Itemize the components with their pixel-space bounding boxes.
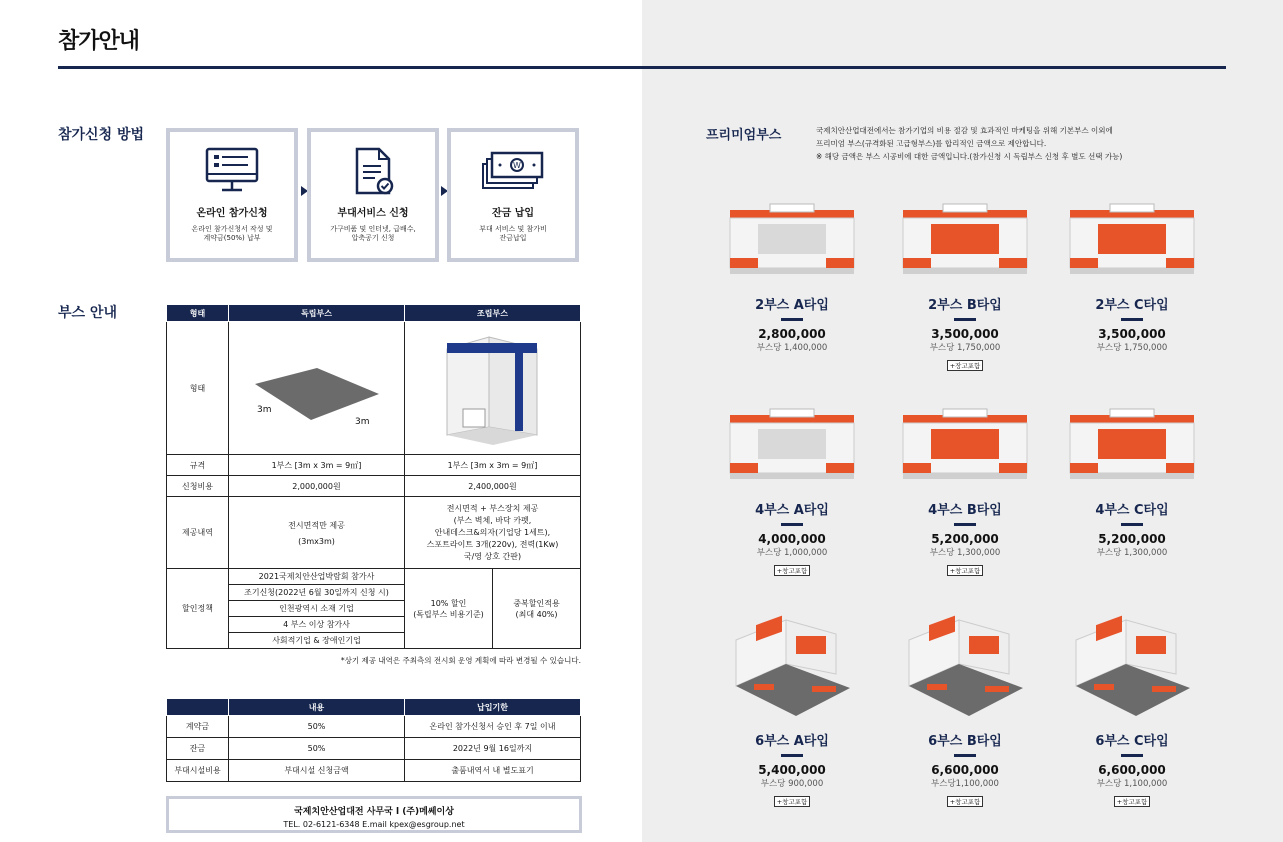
booth-price: 5,200,000	[931, 532, 999, 546]
booth-price: 3,500,000	[931, 327, 999, 341]
per-booth-price: 부스당 900,000	[760, 779, 824, 789]
premium-desc: 국제치안산업대전에서는 참가기업의 비용 절감 및 효과적인 마케팅을 위해 기본부스 이외에 프리미엄 부스(규격화된 고급형부스)를 합리적인 금액으로 제안합니다. ※ 해당 금액은 부스 시공비에 대한 금액입니다.(참가신청 시 독립부스 신청 후 별도 선택 가능)	[816, 126, 1123, 161]
booth-render-image	[1066, 600, 1198, 720]
per-booth-price: 부스당 1,750,000	[929, 343, 1001, 353]
booth-type-name: 2부스 A타입	[755, 298, 829, 313]
premium-title: 프리미엄부스	[706, 128, 782, 143]
payment-table	[166, 698, 581, 782]
title-divider	[58, 66, 1226, 69]
per-booth-price: 부스당 1,100,000	[1096, 779, 1168, 789]
premium-booth-card	[890, 405, 1040, 577]
premium-booth-card	[890, 200, 1040, 372]
discount-item: 4 부스 이상 참가사	[229, 617, 405, 633]
floor-area-illustration	[237, 332, 397, 442]
storage-included-badge: +장고포함	[947, 360, 984, 371]
booth-render-image	[899, 200, 1031, 280]
booth-render-image	[899, 600, 1031, 720]
row-label: 신청비용	[167, 476, 229, 497]
assembled-booth-illustration	[433, 327, 553, 447]
table-cell: 2,400,000원	[405, 476, 581, 497]
table-cell: 부대시설 신청금액	[229, 760, 405, 782]
step-desc: 부대 서비스 및 참가비 잔금납입	[479, 225, 547, 242]
row-label: 부대시설비용	[167, 760, 229, 782]
table-cell: 2022년 9월 16일까지	[405, 738, 581, 760]
svg-text:3m: 3m	[256, 405, 271, 415]
contact-box	[166, 796, 582, 833]
table-header: 독립부스	[229, 305, 405, 322]
name-underline	[781, 754, 803, 757]
monitor-icon	[204, 146, 260, 196]
discount-item: 2021국제치안산업박람회 참가사	[229, 569, 405, 585]
table-cell: 2,000,000원	[229, 476, 405, 497]
booth-price: 5,400,000	[758, 763, 826, 777]
discount-rate: 10% 할인 (독립부스 비용기준)	[405, 569, 493, 649]
per-booth-price: 부스당 1,300,000	[1096, 548, 1168, 558]
booth-price: 4,000,000	[758, 532, 826, 546]
booth-render-image	[1066, 200, 1198, 280]
row-label: 할인정책	[167, 569, 229, 649]
booth-render-image	[726, 405, 858, 485]
storage-included-badge: +창고포함	[947, 796, 984, 807]
per-booth-price: 부스당 1,000,000	[756, 548, 828, 558]
row-label: 계약금	[167, 716, 229, 738]
table-header	[167, 699, 229, 716]
step-title: 부대서비스 신청	[337, 208, 409, 219]
table-cell: 1부스 [3m x 3m = 9㎡]	[229, 455, 405, 476]
discount-item: 사회적기업 & 장애인기업	[229, 633, 405, 649]
table-cell: 출품내역서 내 별도표기	[405, 760, 581, 782]
svg-text:W: W	[513, 161, 521, 170]
row-label: 규격	[167, 455, 229, 476]
step-title: 온라인 참가신청	[196, 208, 268, 219]
money-icon	[480, 146, 546, 196]
name-underline	[1121, 318, 1143, 321]
booth-type-name: 4부스 C타입	[1095, 503, 1169, 518]
booth-render-image	[726, 200, 858, 280]
table-cell: 온라인 참가신청서 승인 후 7일 이내	[405, 716, 581, 738]
document-check-icon	[345, 146, 401, 196]
booth-table	[166, 304, 581, 649]
table-cell: 전시면적 + 부스장치 제공 (부스 벽체, 바닥 카펫, 안내데스크&의자(기업당 1세트), 스포트라이트 3개(220v), 전력(1Kw) 국/영 상호 간판)	[405, 497, 581, 569]
name-underline	[954, 523, 976, 526]
step-extra-service	[307, 128, 439, 262]
table-header: 형태	[167, 305, 229, 322]
premium-booth-card	[1057, 200, 1207, 353]
booth-section-label: 부스 안내	[58, 305, 117, 321]
premium-booth-card	[717, 405, 867, 577]
per-booth-price: 부스당 1,750,000	[1096, 343, 1168, 353]
contact-line-1: 국제치안산업대전 사무국 l (주)메쎄이상	[294, 807, 454, 817]
table-cell: 50%	[229, 716, 405, 738]
premium-booth-card	[1057, 600, 1207, 808]
per-booth-price: 부스당 1,300,000	[929, 548, 1001, 558]
premium-booth-card	[717, 600, 867, 808]
booth-type-name: 6부스 B타입	[928, 734, 1002, 749]
name-underline	[1121, 754, 1143, 757]
per-booth-price: 부스당1,100,000	[931, 779, 999, 789]
page-title: 참가안내	[58, 29, 140, 54]
booth-price: 2,800,000	[758, 327, 826, 341]
per-booth-price: 부스당 1,400,000	[756, 343, 828, 353]
booth-type-name: 2부스 C타입	[1095, 298, 1169, 313]
discount-item: 인천광역시 소재 기업	[229, 601, 405, 617]
step-online-apply	[166, 128, 298, 262]
discount-duplicate: 중복할인적용 (최대 40%)	[493, 569, 581, 649]
name-underline	[1121, 523, 1143, 526]
apply-section-label: 참가신청 방법	[58, 127, 145, 143]
booth-type-name: 4부스 A타입	[755, 503, 829, 518]
booth-type-name: 4부스 B타입	[928, 503, 1002, 518]
step-desc: 가구비품 및 인터넷, 급배수, 압축공기 신청	[330, 225, 416, 242]
table-header: 조립부스	[405, 305, 581, 322]
booth-type-name: 6부스 C타입	[1095, 734, 1169, 749]
booth-price: 6,600,000	[931, 763, 999, 777]
storage-included-badge: +창고포함	[947, 565, 984, 576]
row-label: 잔금	[167, 738, 229, 760]
discount-item: 조기신청(2022년 6월 30일까지 신청 시)	[229, 585, 405, 601]
premium-booth-card	[1057, 405, 1207, 558]
name-underline	[954, 318, 976, 321]
table-header: 납입기한	[405, 699, 581, 716]
storage-included-badge: +창고포함	[1114, 796, 1151, 807]
storage-included-badge: +창고포함	[774, 565, 811, 576]
booth-render-image	[899, 405, 1031, 485]
table-cell: 전시면적만 제공 (3mx3m)	[229, 497, 405, 569]
booth-type-name: 2부스 B타입	[928, 298, 1002, 313]
booth-render-image	[1066, 405, 1198, 485]
table-cell: 1부스 [3m x 3m = 9㎡]	[405, 455, 581, 476]
booth-render-image	[726, 600, 858, 720]
svg-text:3m: 3m	[354, 417, 369, 427]
booth-price: 5,200,000	[1098, 532, 1166, 546]
name-underline	[954, 754, 976, 757]
premium-booth-card	[717, 200, 867, 353]
name-underline	[781, 318, 803, 321]
booth-note: *상기 제공 내역은 주최측의 전시회 운영 계획에 따라 변경될 수 있습니다.	[340, 656, 581, 665]
booth-type-name: 6부스 A타입	[755, 734, 829, 749]
contact-line-2[interactable]: TEL. 02-6121-6348 E.mail kpex@esgroup.net	[283, 820, 465, 829]
assembled-booth-image	[405, 322, 581, 455]
step-desc: 온라인 참가신청서 작성 및 계약금(50%) 납부	[191, 225, 273, 242]
row-label: 제공내역	[167, 497, 229, 569]
table-cell: 50%	[229, 738, 405, 760]
premium-booth-card	[890, 600, 1040, 808]
row-label: 형태	[167, 322, 229, 455]
booth-price: 3,500,000	[1098, 327, 1166, 341]
table-header: 내용	[229, 699, 405, 716]
step-title: 잔금 납입	[491, 208, 535, 219]
indep-booth-image	[229, 322, 405, 455]
storage-included-badge: +창고포함	[774, 796, 811, 807]
booth-price: 6,600,000	[1098, 763, 1166, 777]
name-underline	[781, 523, 803, 526]
step-balance-payment	[447, 128, 579, 262]
